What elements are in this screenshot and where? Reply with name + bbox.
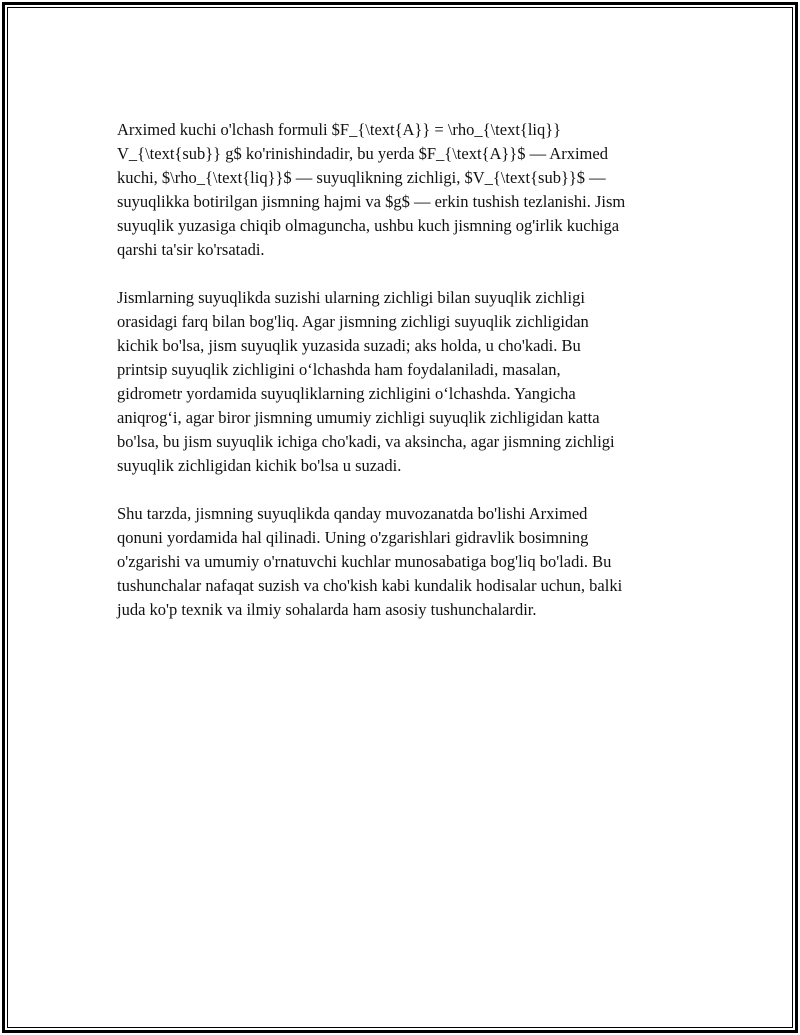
document-body	[117, 118, 687, 646]
paragraph-floating-density: Jismlarning suyuqlikda suzishi ularning zichligi bilan suyuqlik zichligi orasidagi farq bilan bog'liq. Agar jismning zichligi suyuqlik zichligidan kichik bo'lsa, jism suyuqlik yuzasida suzadi; aks holda, u cho'kadi. Bu printsip suyuqlik zichligini o‘lchashda ham foydalaniladi, masalan, gidrometr yordamida suyuqliklarning zichligini o‘lchashda. Yangicha aniqrog‘i, agar biror jismning umumiy zichligi suyuqlik zichligidan katta bo'lsa, bu jism suyuqlik ichiga cho'kadi, va aksincha, agar jismning zichligi suyuqlik zichligidan kichik bo'lsa u suzadi.	[117, 288, 615, 475]
paragraph-equilibrium: Shu tarzda, jismning suyuqlikda qanday muvozanatda bo'lishi Arximed qonuni yordamida hal qilinadi. Uning o'zgarishlari gidravlik bosimning o'zgarishi va umumiy o'rnatuvchi kuchlar munosabatiga bog'liq bo'ladi. Bu tushunchalar nafaqat suzish va cho'kish kabi kundalik hodisalar uchun, balki juda ko'p texnik va ilmiy sohalarda ham asosiy tushunchalardir.	[117, 504, 623, 619]
paragraph-archimedes-formula: Arximed kuchi o'lchash formuli $F_{\text{A}} = \rho_{\text{liq}} V_{\text{sub}} g$ ko'rinishindadir, bu yerda $F_{\text{A}}$ — Arximed kuchi, $\rho_{\text{liq}}$ — suyuqlikning zichligi, $V_{\text{sub}}$ — suyuqlikka botirilgan jismning hajmi va $g$ — erkin tushish tezlanishi. Jism suyuqlik yuzasiga chiqib olmaguncha, ushbu kuch jismning og'irlik kuchiga qarshi ta'sir ko'rsatadi.	[117, 120, 626, 259]
